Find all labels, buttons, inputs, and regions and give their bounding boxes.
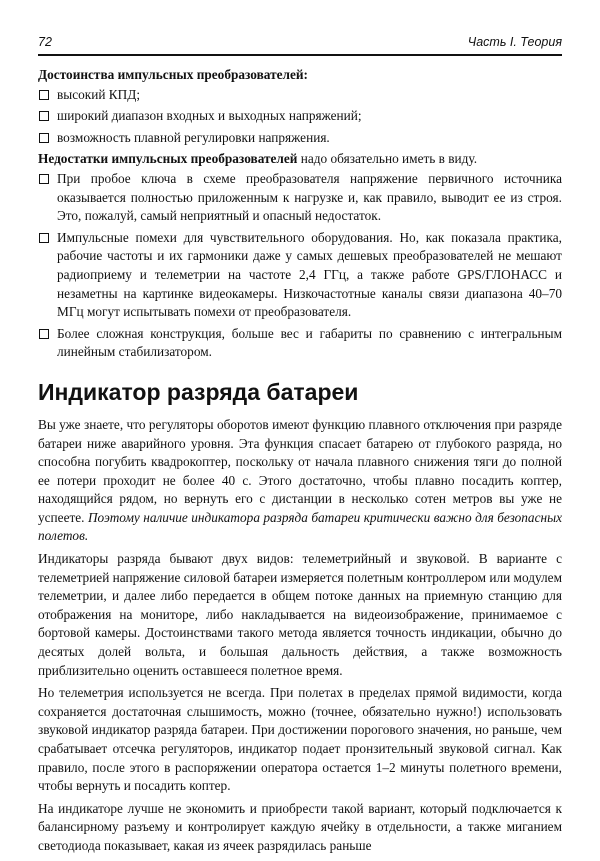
checkbox-bullet-icon: [39, 174, 49, 184]
paragraph-2: Индикаторы разряда бывают двух видов: телеметрийный и звуковой. В варианте с телеметрией напряжение силовой батареи измеряется полетным контроллером или модулем телеметрии, и далее либо передается в общем потоке данных на приемную станцию для отображения на мониторе, либо накладывается на видеоизображение, принимаемое с бортовой камеры. Достоинствами такого метода является точность индикации, обычно до десятых долей вольта, и большая дальность действия, а также возможность приблизительно оценить оставшееся полетное время.: [38, 551, 562, 678]
paragraph-1: Вы уже знаете, что регуляторы оборотов имеют функцию плавного отключения при разряде батареи ниже аварийного уровня. Эта функция спасает батарею от глубокого разряда, но способна погубить квадрокоптер, поскольку от начала плавного снижения тяги до полной ее потери проходит не более 40 с. Этого достаточно, чтобы плавно посадить коптер, находящийся рядом, но вернуть его с дистанции в несколько сотен метров вы уже не успеете. Поэтому наличие индикатора разряда батареи критически важно для безопасных полетов.: [38, 416, 562, 544]
page-content: [38, 62, 562, 860]
list-item: высокий КПД;: [38, 86, 562, 105]
checkbox-bullet-icon: [39, 111, 49, 121]
list-item: При пробое ключа в схеме преобразователя напряжение первичного источника оказывается полностью приложенным к нагрузке и, как правило, выводит ее из строя. Это, пожалуй, самый неприятный и опасный недостаток.: [38, 170, 562, 226]
paragraph-3: Но телеметрия используется не всегда. При полетах в пределах прямой видимости, когда сохраняется достаточная слышимость, можно (точнее, обязательно нужно!) использовать звуковой индикатор разряда батареи. При достижении порогового значения, но раньше, чем срабатывает отсечка регуляторов, индикатор подает пронзительный звуковой сигнал. Как правило, после этого в распоряжении оператора остается 1–2 минуты полетного времени, чтобы вернуть и посадить коптер.: [38, 685, 562, 794]
page-number: 72: [38, 35, 52, 49]
disadvantages-list: [38, 170, 562, 362]
paragraph-4: На индикаторе лучше не экономить и приобрести такой вариант, который подключается к балансирному разъему и контролирует каждую ячейку в отдельности, а также миганием светодиода показывает, какая из ячеек разрядилась раньше: [38, 800, 562, 853]
part-title: Часть I. Теория: [467, 35, 562, 49]
advantages-list: [38, 86, 562, 148]
checkbox-bullet-icon: [39, 233, 49, 243]
list-item: широкий диапазон входных и выходных напряжений;: [38, 107, 562, 126]
list-item: Импульсные помехи для чувствительного оборудования. Но, как показала практика, рабочие частоты и их гармоники даже у самых дешевых преобразователей не мешают радиоприему и телеметрии на частоте 2,4 ГГц, а также работе GPS/ГЛОНАСС и незаметны на картинке видеокамеры. Низкочастотные каналы связи диапазона 40–70 МГц могут испытывать помехи от преобразователя.: [38, 229, 562, 322]
advantages-heading: Достоинства импульсных преобразователей:: [38, 67, 308, 82]
checkbox-bullet-icon: [39, 133, 49, 143]
list-item: возможность плавной регулировки напряжения.: [38, 129, 562, 148]
disadvantages-heading: Недостатки импульсных преобразователей надо обязательно иметь в виду.: [38, 151, 478, 167]
checkbox-bullet-icon: [39, 90, 49, 100]
running-header: [38, 32, 562, 56]
section-title: Индикатор разряда батареи: [38, 378, 359, 405]
list-item: Более сложная конструкция, больше вес и габариты по сравнению с интегральным линейным стабилизатором.: [38, 325, 562, 362]
checkbox-bullet-icon: [39, 329, 49, 339]
